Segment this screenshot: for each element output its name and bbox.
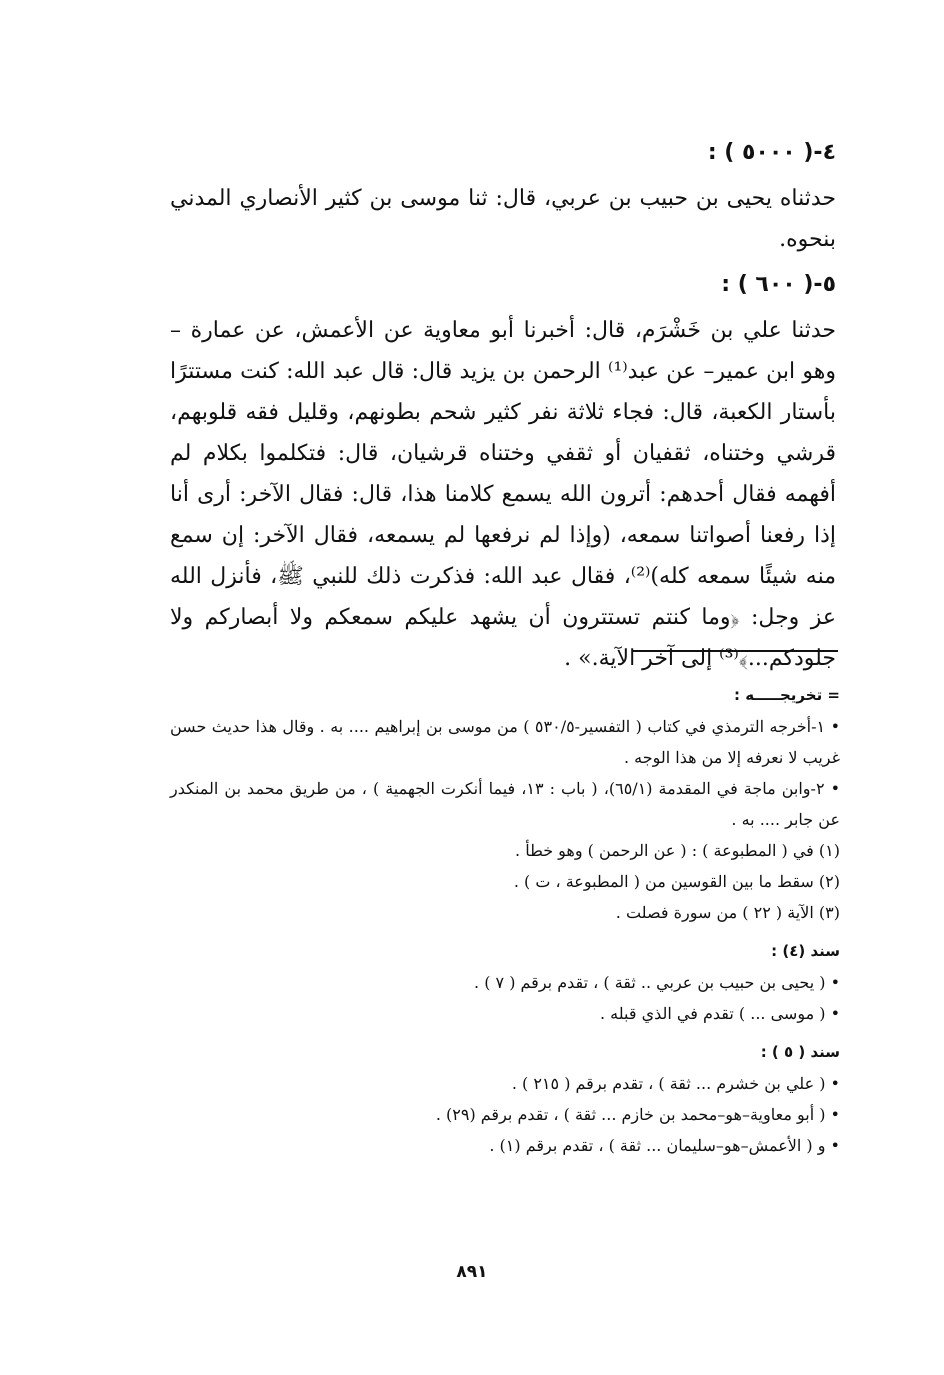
hadith-5-heading: ٥-( ٦٠٠ ) : [721, 272, 836, 297]
sanad-4-item-1: • ( يحيى بن حبيب بن عربي .. ثقة ) ، تقدم برقم ( ٧ ) . [474, 973, 840, 992]
takhrij-heading: = تخريجـــــه : [734, 686, 840, 704]
sanad-5-item-3: • و ( الأعمش–هو–سليمان ... ثقة ) ، تقدم برقم (١) . [489, 1136, 840, 1155]
sanad-5-item-1: • ( علي بن خشرم ... ثقة ) ، تقدم برقم ( ٢١٥ ) . [511, 1074, 840, 1093]
page-number: ٨٩١ [456, 1262, 488, 1282]
footnote-1: (١) في ( المطبوعة ) : ( عن الرحمن ) وهو خطأ . [515, 841, 840, 860]
sanad-4-item-2: • ( موسى ... ) تقدم في الذي قبله . [599, 1004, 840, 1023]
sanad-5-heading: سند ( ٥ ) : [760, 1043, 840, 1061]
takhrij-item-2: • ٢-وابن ماجة في المقدمة (٦٥/١)، ( باب : ١٣، فيما أنكرت الجهمية ) ، من طريق محمد بن المنكدر عن جابر .... به . [170, 779, 841, 829]
footnote-divider [632, 650, 838, 652]
hadith-5-text: حدثنا علي بن خَشْرَم، قال: أخبرنا أبو معاوية عن الأعمش، عن عمارة –وهو ابن عمير– عن عبد⁽¹⁾ الرحمن بن يزيد قال: قال عبد الله: كنت مستترًا بأستار الكعبة، قال: فجاء ثلاثة نفر كثير شحم بطونهم، وقليل فقه قلوبهم، قرشي وختناه، ثقفيان أو ثقفي وختناه قرشيان، قال: فتكلموا بكلام لم أفهمه فقال أحدهم: أترون الله يسمع كلامنا هذا، قال: فقال الآخر: أرى أنا إذا رفعنا أصواتنا سمعه، (وإذا لم نرفعها لم يسمعه، فقال الآخر: إن سمع منه شيئًا سمعه كله)⁽²⁾، فقال عبد الله: فذكرت ذلك للنبي ﷺ، فأنزل الله عز وجل: ﴿وما كنتم تستترون أن يشهد عليكم سمعكم ولا أبصاركم ولا جلودكم...﴾⁽³⁾ إلى آخر الآية.» . [170, 318, 836, 671]
main-text [170, 138, 836, 691]
sanad-5-item-2: • ( أبو معاوية–هو–محمد بن خازم ... ثقة ) ، تقدم برقم (٢٩) . [435, 1105, 840, 1124]
footnote-2: (٢) سقط ما بين القوسين من ( المطبوعة ، ت ) . [513, 872, 840, 891]
footnote-3: (٣) الآية ( ٢٢ ) من سورة فصلت . [615, 903, 840, 922]
takhrij-item-1: • ١-أخرجه الترمذي في كتاب ( التفسير-٥٣٠/٥ ) من موسى بن إبراهيم .... به . وقال هذا حديث حسن غريب لا نعرفه إلا من هذا الوجه . [170, 717, 841, 767]
sanad-4-heading: سند (٤) : [771, 942, 840, 960]
notes-section [170, 680, 840, 1161]
hadith-4-heading: ٤-( ٥٠٠٠ ) : [707, 140, 836, 165]
hadith-4-text: حدثناه يحيى بن حبيب بن عربي، قال: ثنا موسى بن كثير الأنصاري المدني بنحوه. [170, 186, 836, 252]
